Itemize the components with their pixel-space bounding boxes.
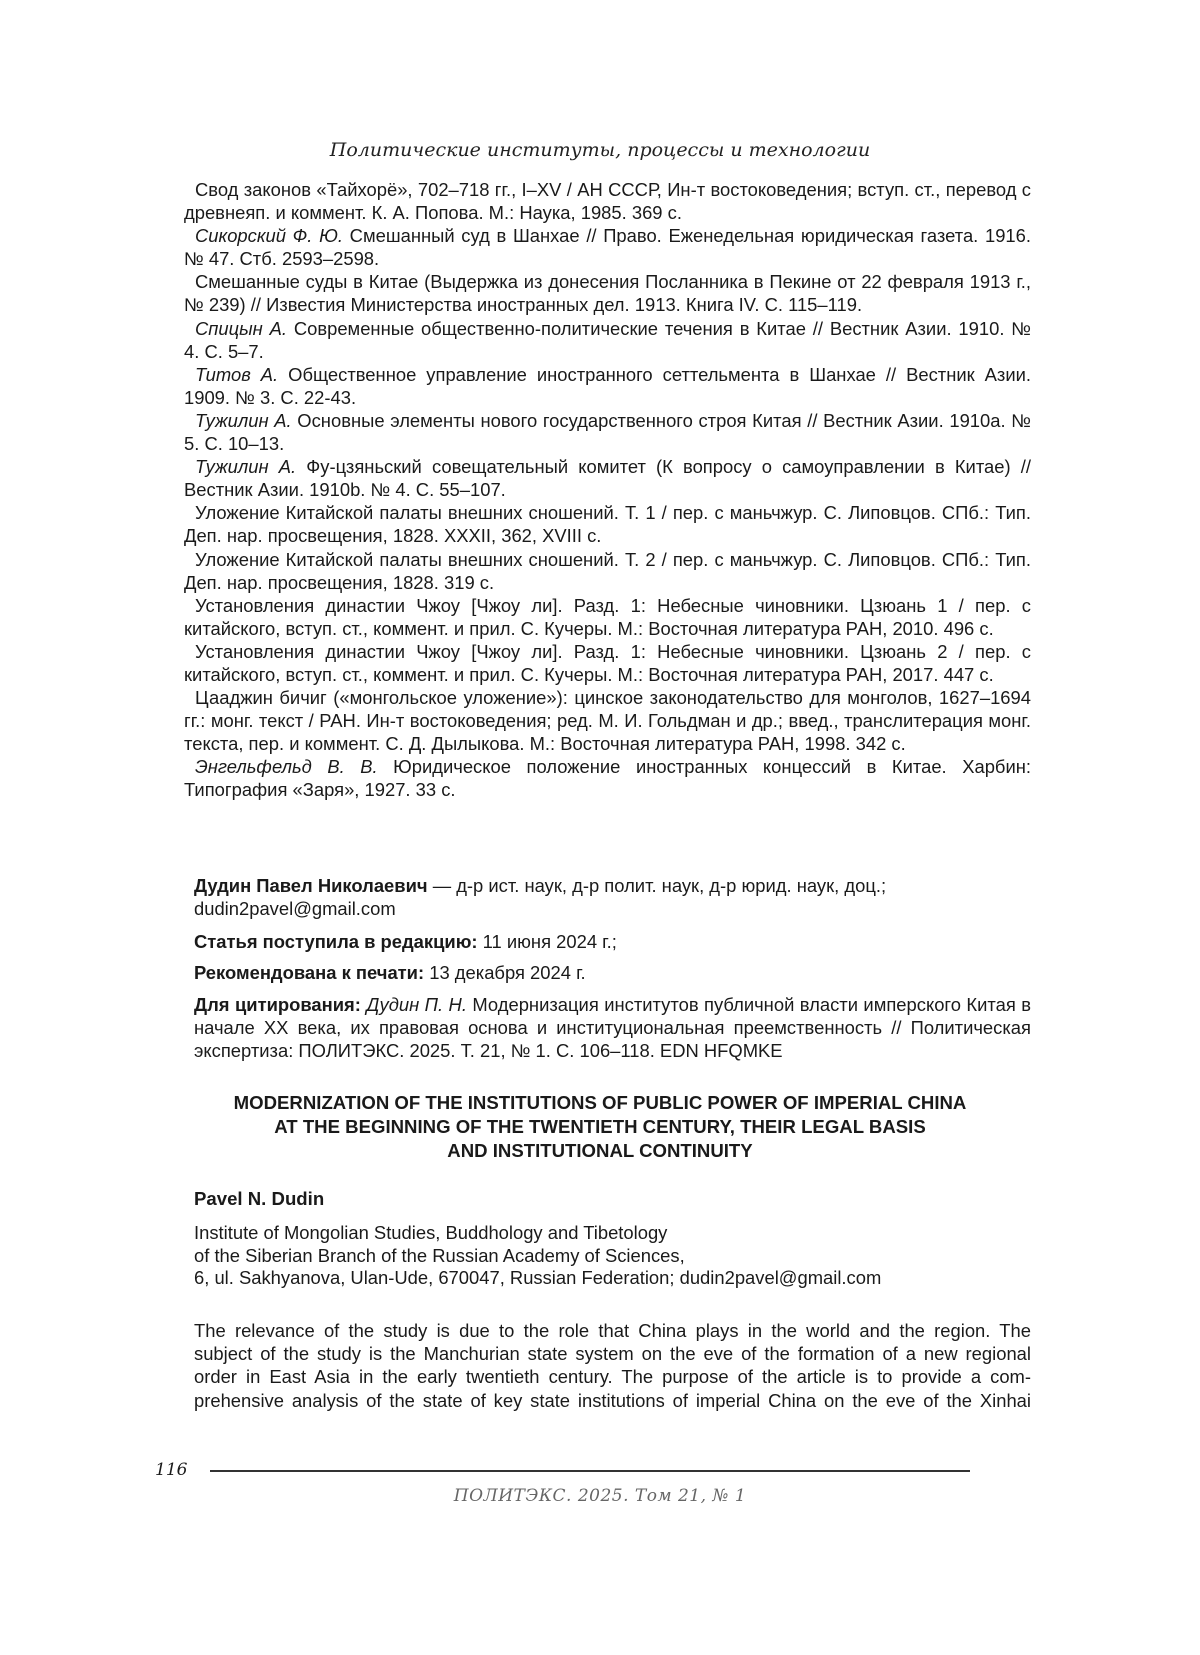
author-line: Дудин Павел Николаевич — д-р ист. наук, д-р полит. наук, д-р юрид. наук, доц.;: [194, 875, 887, 896]
running-title: Политические институты, процессы и технологии: [329, 139, 871, 161]
page-number: 116: [155, 1460, 188, 1480]
reference-item: Тужилин А. Основные элементы нового государственного строя Китая // Вестник Азии. 1910a. № 5. С. 10–13.: [184, 409, 1031, 455]
citation-block: Для цитирования: Дудин П. Н. Модернизация институтов публичной власти имперского Китая в начале XX века, их правовая основа и институциональная преемственность // Политическая экспертиза: ПОЛИТЭКС. 2025. Т. 21, № 1. С. 106–118. EDN HFQMKE: [194, 994, 1032, 1062]
english-affiliation: Institute of Mongolian Studies, Buddhology and Tibetology of the Siberian Branch of the Russian Academy of Sciences, 6, ul. Sakhyanova, Ulan-Ude, 670047, Russian Federation; dudin2pavel@gmail.com: [194, 1222, 882, 1288]
reference-item: Сикорский Ф. Ю. Смешанный суд в Шанхае // Право. Еженедельная юридическая газета. 1916. № 47. Стб. 2593–2598.: [184, 225, 1031, 270]
reference-item: Уложение Китайской палаты внешних сношений. Т. 2 / пер. с маньчжур. С. Липовцов. СПб.: Тип. Деп. нар. просвещения, 1828. 319 с.: [184, 548, 1031, 593]
reference-item: Цааджин бичиг («монгольское уложение»): цинское законодательство для монголов, 1627–1694 гг.: монг. текст / РАН. Ин-т востоковедения; ред. М. И. Гольдман и др.; введ., транслитерация монг. текста, пер. и коммент. С. Д. Дылыкова. М.: Восточная литература РАН, 1998. 342 с.: [184, 687, 1031, 755]
reference-item: Энгельфельд В. В. Юридическое положение иностранных концессий в Китае. Харбин: Типография «Заря», 1927. 33 с.: [184, 756, 1031, 801]
footer-divider: [210, 1470, 970, 1472]
reference-item: Спицын А. Современные общественно-политические течения в Китае // Вестник Азии. 1910. № 4. С. 5–7.: [184, 317, 1031, 362]
reference-item: Установления династии Чжоу [Чжоу ли]. Разд. 1: Небесные чиновники. Цзюань 1 / пер. с китайского, вступ. ст., коммент. и прил. С. Кучеры. М.: Восточная литература РАН, 2010. 496 с.: [184, 594, 1031, 639]
english-title: MODERNIZATION OF THE INSTITUTIONS OF PUBLIC POWER OF IMPERIAL CHINA AT THE BEGINNING OF THE TWENTIETH CENTURY, THEIR LEGAL BASIS AND INSTITUTIONAL CONTINUITY: [233, 1092, 967, 1161]
reference-item: Титов А. Общественное управление иностранного сеттельмента в Шанхае // Вестник Азии. 1909. № 3. С. 22-43.: [184, 363, 1032, 408]
reference-item: Тужилин А. Фу-цзяньский совещательный комитет (К вопросу о самоуправлении в Китае) // Вестник Азии. 1910b. № 4. С. 55–107.: [184, 456, 1031, 501]
reference-item: Смешанные суды в Китае (Выдержка из донесения Посланника в Пекине от 22 февраля 1913 г., № 239) // Известия Министерства иностранных дел. 1913. Книга IV. С. 115–119.: [184, 271, 1031, 316]
english-abstract: The relevance of the study is due to the role that China plays in the world and the region. The subject of the study is the Manchurian state system on the eve of the formation of a new regional order in East Asia in the early twentieth century. The purpose of the article is to provide a com- prehensive analysis of the state of key state institutions of imperial China on the eve of the Xinhai: [194, 1320, 1031, 1411]
recommended-date: Рекомендована к печати: 13 декабря 2024 г.: [194, 962, 586, 983]
received-date: Статья поступила в редакцию: 11 июня 2024 г.;: [194, 931, 617, 952]
reference-item: Уложение Китайской палаты внешних сношений. Т. 1 / пер. с маньчжур. С. Липовцов. СПб.: Тип. Деп. нар. просвещения, 1828. XXXII, 362, XVIII с.: [184, 502, 1031, 547]
author-info: [194, 874, 1031, 920]
english-author: Pavel N. Dudin: [194, 1188, 325, 1209]
reference-item: Свод законов «Тайхорё», 702–718 гг., I–XV / АН СССР, Ин-т востоковедения; вступ. ст., перевод с древнеяп. и коммент. К. А. Попова. М.: Наука, 1985. 369 с.: [184, 179, 1031, 224]
reference-list: [184, 178, 1031, 802]
author-email[interactable]: dudin2pavel@gmail.com: [194, 898, 396, 920]
journal-footer: ПОЛИТЭКС. 2025. Том 21, № 1: [453, 1486, 747, 1506]
author-name: Дудин Павел Николаевич: [194, 875, 428, 896]
reference-item: Установления династии Чжоу [Чжоу ли]. Разд. 1: Небесные чиновники. Цзюань 2 / пер. с китайского, вступ. ст., коммент. и прил. С. Кучеры. М.: Восточная литература РАН, 2017. 447 с.: [184, 640, 1031, 685]
